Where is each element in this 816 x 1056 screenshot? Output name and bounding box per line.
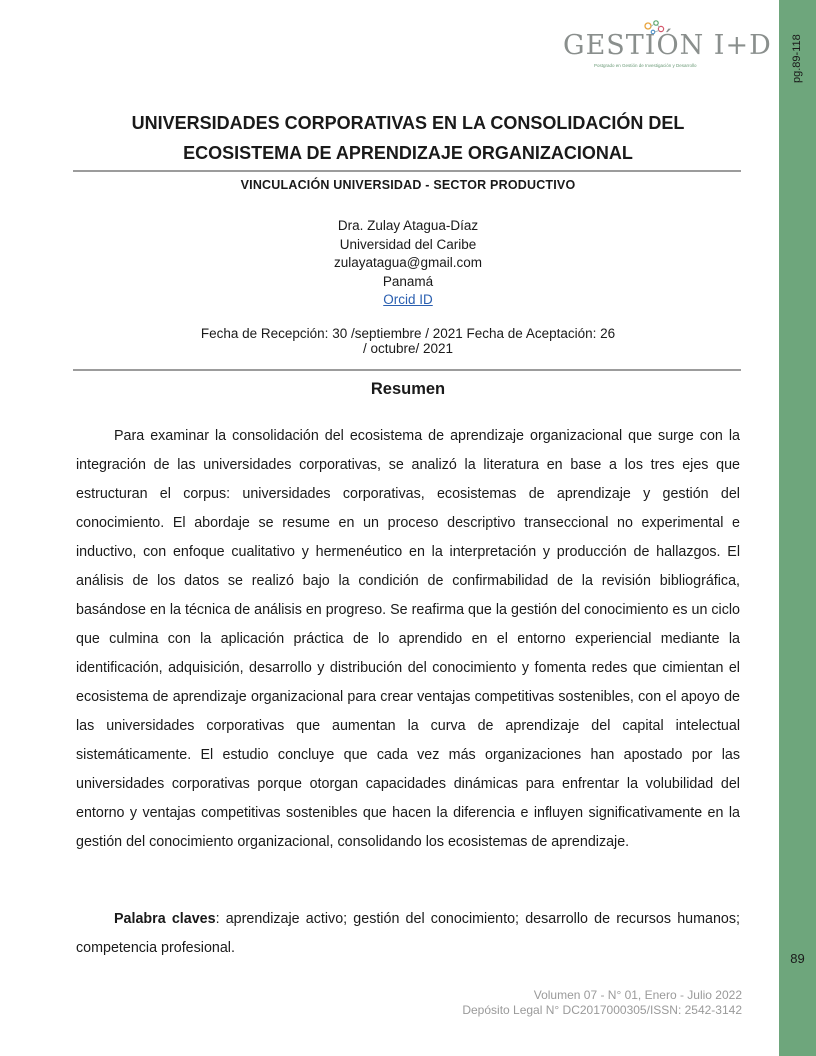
keywords-paragraph (76, 905, 740, 963)
footer-legal: Depósito Legal N° DC2017000305/ISSN: 2542-3142 (462, 1003, 742, 1017)
article-section: VINCULACIÓN UNIVERSIDAD - SECTOR PRODUCTIVO (240, 178, 576, 192)
abstract-divider (73, 369, 741, 371)
side-band (779, 0, 816, 1056)
abstract-heading: Resumen (370, 380, 446, 398)
page-range-label: pg.89-118 (791, 34, 803, 84)
article-title: UNIVERSIDADES CORPORATIVAS EN LA CONSOLIDACIÓN DEL ECOSISTEMA DE APRENDIZAJE ORGANIZACIONAL (131, 113, 685, 163)
author-affiliation: Universidad del Caribe (339, 236, 477, 252)
journal-footer (380, 988, 742, 1018)
author-email: zulayatagua@gmail.com (333, 255, 483, 271)
author-block (200, 217, 616, 310)
logo-wordmark: GESTIÓN I+D (563, 30, 772, 61)
author-country: Panamá (382, 273, 434, 289)
author-name: Dra. Zulay Atagua-Díaz (337, 218, 479, 233)
orcid-link[interactable]: Orcid ID (383, 292, 433, 308)
logo-tagline: Postgrado en Gestión de Investigación y Desarrollo (594, 63, 697, 68)
footer-volume: Volumen 07 - N° 01, Enero - Julio 2022 (533, 988, 742, 1002)
received-accepted-dates: Fecha de Recepción: 30 /septiembre / 2021 Fecha de Aceptación: 26 / octubre/ 2021 (200, 326, 616, 356)
abstract-text: Para examinar la consolidación del ecosistema de aprendizaje organizacional que surge con la integración de las universidades corporativas, se analizó la literatura en base a los tres ejes que estructuran el corpus: universidades corporativas, ecosistemas de aprendizaje y gestión del conocimiento. El abordaje se resume en un proceso descriptivo transeccional no experimental e inductivo, con enfoque cualitativo y hermenéutico en la interpretación y producción de hallazgos. El análisis de los datos se realizó bajo la condición de confirmabilidad de la revisión bibliográfica, basándose en la técnica de análisis en progreso. Se reafirma que la gestión del conocimiento es un ciclo que culmina con la aplicación práctica de lo aprendido en el entorno experiencial mediante la identificación, adquisición, desarrollo y distribución del conocimiento y fomenta redes que cimientan el ecosistema de aprendizaje organizacional para crear ventajas competitivas sostenibles, con el apoyo de las universidades corporativas que aumentan la curva de aprendizaje del capital intelectual sistemáticamente. El estudio concluye que cada vez más organizaciones han apostado por las universidades corporativas porque otorgan capacidades dinámicas para enfrentar la volubilidad del entorno y ventajas competitivas sostenibles que hacen la diferencia e influyen significativamente en la gestión del conocimiento organizacional, consolidando los ecosistemas de aprendizaje. (76, 428, 740, 850)
keywords-text: : aprendizaje activo; gestión del conocimiento; desarrollo de recursos humanos; competencia profesional. (76, 911, 740, 956)
page-number: 89 (790, 951, 805, 966)
title-divider (73, 170, 741, 172)
keywords-label: Palabra claves (114, 911, 216, 927)
journal-logo (560, 18, 772, 78)
